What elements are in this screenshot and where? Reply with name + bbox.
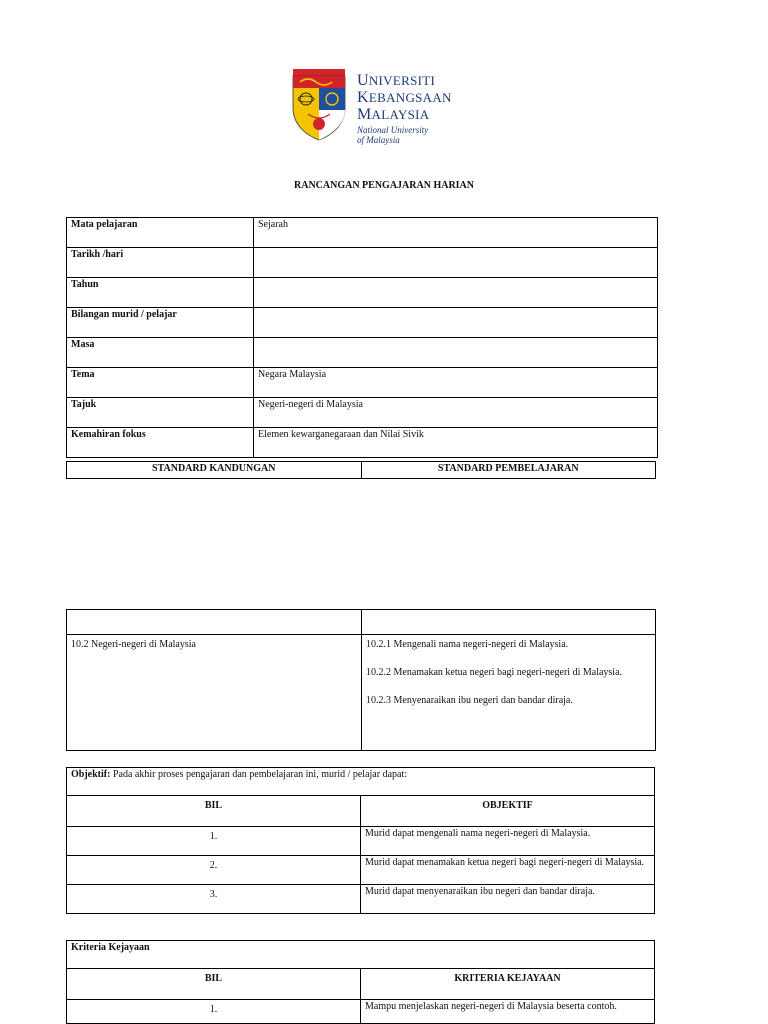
row-number: 1. [67, 1000, 361, 1024]
info-label: Kemahiran fokus [67, 428, 254, 458]
info-value: Negara Malaysia [254, 368, 658, 398]
info-row [67, 308, 658, 338]
table-row [67, 856, 655, 885]
document-title: RANCANGAN PENGAJARAN HARIAN [294, 180, 474, 191]
row-text: Mampu menjelaskan negeri-negeri di Malaysia beserta contoh. [361, 1000, 655, 1024]
info-row [67, 248, 658, 278]
row-text: Murid dapat mengenali nama negeri-negeri di Malaysia. [361, 827, 655, 856]
info-value: Elemen kewarganegaraan dan Nilai Sivik [254, 428, 658, 458]
info-label: Tarikh /hari [67, 248, 254, 278]
logo-line-universiti: UNIVERSITI [357, 72, 436, 89]
info-label: Bilangan murid / pelajar [67, 308, 254, 338]
row-text: Murid dapat menamakan ketua negeri bagi negeri-negeri di Malaysia. [361, 856, 655, 885]
ukm-wordmark [357, 72, 452, 145]
info-row [67, 278, 658, 308]
info-value: Sejarah [254, 218, 658, 248]
info-value [254, 278, 658, 308]
objektif-intro-text: Pada akhir proses pengajaran dan pembelajaran ini, murid / pelajar dapat: [110, 769, 408, 780]
info-label: Tahun [67, 278, 254, 308]
info-value [254, 308, 658, 338]
ukm-crest-icon [293, 69, 345, 140]
logo-subtitle-2: of Malaysia [357, 135, 400, 145]
kriteria-table [66, 940, 655, 1024]
standard-blank-left [67, 610, 362, 635]
info-value [254, 248, 658, 278]
objektif-col-bil: BIL [67, 796, 361, 827]
pembelajaran-item: 10.2.1 Mengenali nama negeri-negeri di Malaysia. [366, 639, 569, 650]
row-number: 3. [67, 885, 361, 914]
info-row [67, 428, 658, 458]
kriteria-heading: Kriteria Kejayaan [67, 941, 655, 969]
info-label: Tema [67, 368, 254, 398]
table-row [67, 1000, 655, 1024]
pembelajaran-item: 10.2.2 Menamakan ketua negeri bagi negeri-negeri di Malaysia. [366, 667, 623, 678]
table-row [67, 885, 655, 914]
info-value [254, 338, 658, 368]
standard-content-table [66, 609, 656, 751]
row-text: Murid dapat menyenaraikan ibu negeri dan bandar diraja. [361, 885, 655, 914]
kriteria-col-bil: BIL [67, 969, 361, 1000]
objektif-intro [67, 768, 655, 796]
row-number: 1. [67, 827, 361, 856]
logo-line-malaysia: MALAYSIA [357, 106, 430, 123]
logo-line-kebangsaan: KEBANGSAAN [357, 89, 452, 106]
standard-pembelajaran-cell [362, 635, 656, 751]
header-standard-pembelajaran: STANDARD PEMBELAJARAN [361, 462, 656, 479]
logo-subtitle-1: National University [357, 125, 429, 135]
info-label: Tajuk [67, 398, 254, 428]
info-row [67, 338, 658, 368]
info-value: Negeri-negeri di Malaysia [254, 398, 658, 428]
info-label: Masa [67, 338, 254, 368]
objektif-label: Objektif: [71, 769, 111, 780]
standard-header-table [66, 461, 656, 479]
kriteria-col-kriteria: KRITERIA KEJAYAAN [361, 969, 655, 1000]
row-number: 2. [67, 856, 361, 885]
info-row [67, 218, 658, 248]
objektif-col-objektif: OBJEKTIF [361, 796, 655, 827]
objektif-table [66, 767, 655, 914]
info-label: Mata pelajaran [67, 218, 254, 248]
header-standard-kandungan: STANDARD KANDUNGAN [67, 462, 362, 479]
pembelajaran-item: 10.2.3 Menyenaraikan ibu negeri dan bandar diraja. [366, 695, 573, 706]
table-row [67, 827, 655, 856]
standard-blank-right [362, 610, 656, 635]
standard-kandungan-cell: 10.2 Negeri-negeri di Malaysia [67, 635, 362, 751]
info-row [67, 398, 658, 428]
lesson-info-table [66, 217, 658, 458]
info-row [67, 368, 658, 398]
